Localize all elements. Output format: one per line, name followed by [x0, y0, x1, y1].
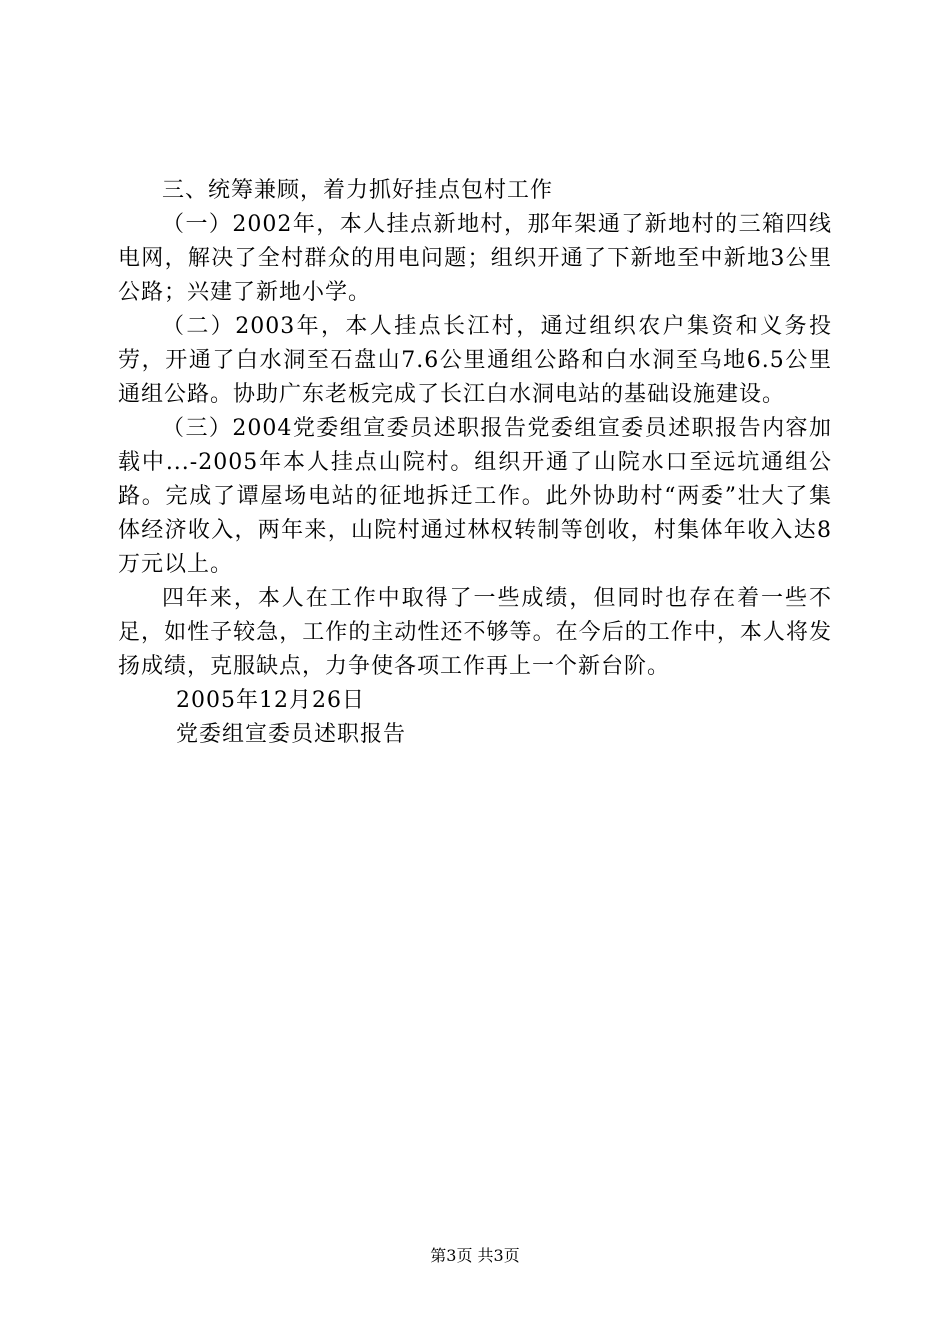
paragraph-2004-2005: （三）2004党委组宣委员述职报告党委组宣委员述职报告内容加载中...-2005年本人挂点山院村。组织开通了山院水口至远坑通组公路。完成了谭屋场电站的征地拆迁工作。此外协助村“两委”壮大了集体经济收入，两年来，山院村通过林权转制等创收，村集体年收入达8万元以上。 — [118, 416, 832, 577]
paragraph-2003: （二）2003年，本人挂点长江村，通过组织农户集资和义务投劳，开通了白水洞至石盘山7.6公里通组公路和白水洞至乌地6.5公里通组公路。协助广东老板完成了长江白水洞电站的基础设施建设。 — [118, 314, 832, 407]
paragraph-summary: 四年来，本人在工作中取得了一些成绩，但同时也存在着一些不足，如性子较急，工作的主动性还不够等。在今后的工作中，本人将发扬成绩，克服缺点，力争使各项工作再上一个新台阶。 — [118, 586, 832, 679]
document-body — [118, 174, 832, 752]
section-heading: 三、统筹兼顾，着力抓好挂点包村工作 — [162, 178, 554, 203]
report-date: 2005年12月26日 — [176, 688, 365, 713]
page-footer: 第3页 共3页 — [430, 1246, 520, 1265]
report-title-line: 党委组宣委员述职报告 — [176, 722, 407, 747]
paragraph-2002: （一）2002年，本人挂点新地村，那年架通了新地村的三箱四线电网，解决了全村群众的用电问题；组织开通了下新地至中新地3公里公路；兴建了新地小学。 — [118, 212, 832, 305]
